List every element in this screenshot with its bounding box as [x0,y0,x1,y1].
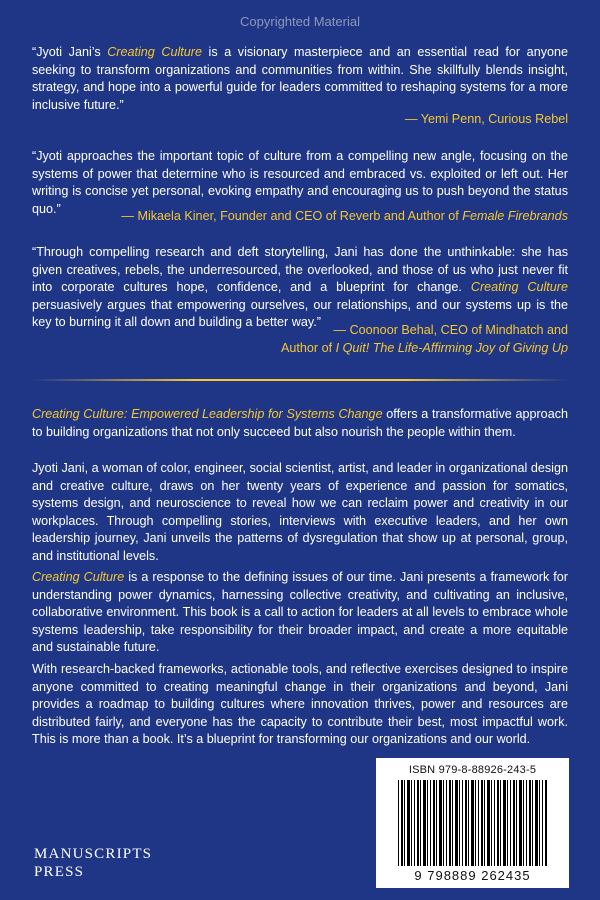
section-divider [32,379,568,381]
quote-1-attribution: — Yemi Penn, Curious Rebel [404,112,568,126]
quote-3-text-end: persuasively argues that empowering ourselves, our relationships, and our systems up is the key to burning it all down and building a better way.” [32,297,568,329]
quote-3-book-title: Creating Culture [470,280,568,294]
endorsement-quote-3 [32,244,568,332]
quote-3-attribution-line-1: — Coonoor Behal, CEO of Mindhatch and [333,323,568,337]
description-paragraph-4: With research-backed frameworks, actionable tools, and reflective exercises designed to inspire anyone committed to creating meaningful change in their organizations and beyond, Jani provides a roadmap to building cultures where innovation thrives, power and resources are distributed fairly, and everyone has the capacity to contribute their best, most impactful work. This is more than a book. It’s a blueprint for transforming our organizations and our world. [32,662,568,746]
description-paragraph-3 [32,569,568,657]
quote-2-attribution-title: Female Firebrands [462,209,568,223]
quote-3-attribution-author-of: Author of [281,341,336,355]
description-paragraph-3-title: Creating Culture [32,570,125,584]
description-paragraph-2: Jyoti Jani, a woman of color, engineer, social scientist, artist, and leader in organizational design and creative culture, draws on her twenty years of experience and passion for somatics, systems design, and neuroscience to reveal how we can reclaim power and creativity in our workplaces. Through compelling stories, interviews with executive leaders, and her own leadership journey, Jani unveils the patterns of dysregulation that show up at personal, group, and institutional levels. [32,461,568,563]
quote-1-text-end: is a visionary masterpiece and an essential read for anyone seeking to transform organizations and communities from within. She skillfully blends insight, strategy, and hope into a powerful guide for leaders committed to reshaping systems for a more inclusive future.” [32,45,569,112]
publisher-name-line-1: MANUSCRIPTS [34,846,153,862]
description-paragraph-1 [32,406,568,441]
description-paragraph-3-text: is a response to the defining issues of our time. Jani presents a framework for understanding power dynamics, harnessing collective creativity, and cultivating an inclusive, collaborative environment. This book is a call to action for leaders at all levels to embrace whole systems leadership, take responsibility for their broader impact, and create a more equitable and sustainable future. [32,570,568,654]
quote-1-book-title: Creating Culture [107,45,202,59]
publisher-logo [34,845,152,881]
description-paragraph-1-text: offers a transformative approach to building organizations that not only succeed but also nourish the people within them. [32,407,568,439]
endorsement-quote-2: “Jyoti approaches the important topic of culture from a compelling new angle, focusing on the systems of power that determine who is resourced and embraced vs. exploited or left out. Her writing is concise yet personal, evoking empathy and encouraging us to push beyond the status quo.” [32,149,568,216]
publisher-name-line-2: PRESS [34,864,85,880]
isbn-barcode-box [376,758,569,888]
description-book-title: Creating Culture: Empowered Leadership for Systems Change [32,407,383,421]
quote-3-attribution-line-2 [32,340,568,358]
quote-2-attribution [32,208,568,226]
quote-3-attribution-title: I Quit! The Life-Affirming Joy of Giving Up [335,341,568,355]
barcode-icon [398,780,548,866]
quote-1-text-start: “Jyoti Jani’s [32,45,108,59]
isbn-label: ISBN 979-8-88926-243-5 [408,764,537,776]
copyright-watermark: Copyrighted Material [240,14,360,29]
quote-3-text-start: “Through compelling research and deft storytelling, Jani has done the unthinkable: she has given creatives, rebels, the underresourced, the overlooked, and those of us who just never fit into corporate cultures hope, confidence, and a blueprint for change. [32,245,568,294]
quote-2-attribution-text: — Mikaela Kiner, Founder and CEO of Reverb and Author of [121,209,463,223]
endorsement-quote-1 [32,44,568,114]
barcode-number: 9 798889 262435 [414,868,531,883]
